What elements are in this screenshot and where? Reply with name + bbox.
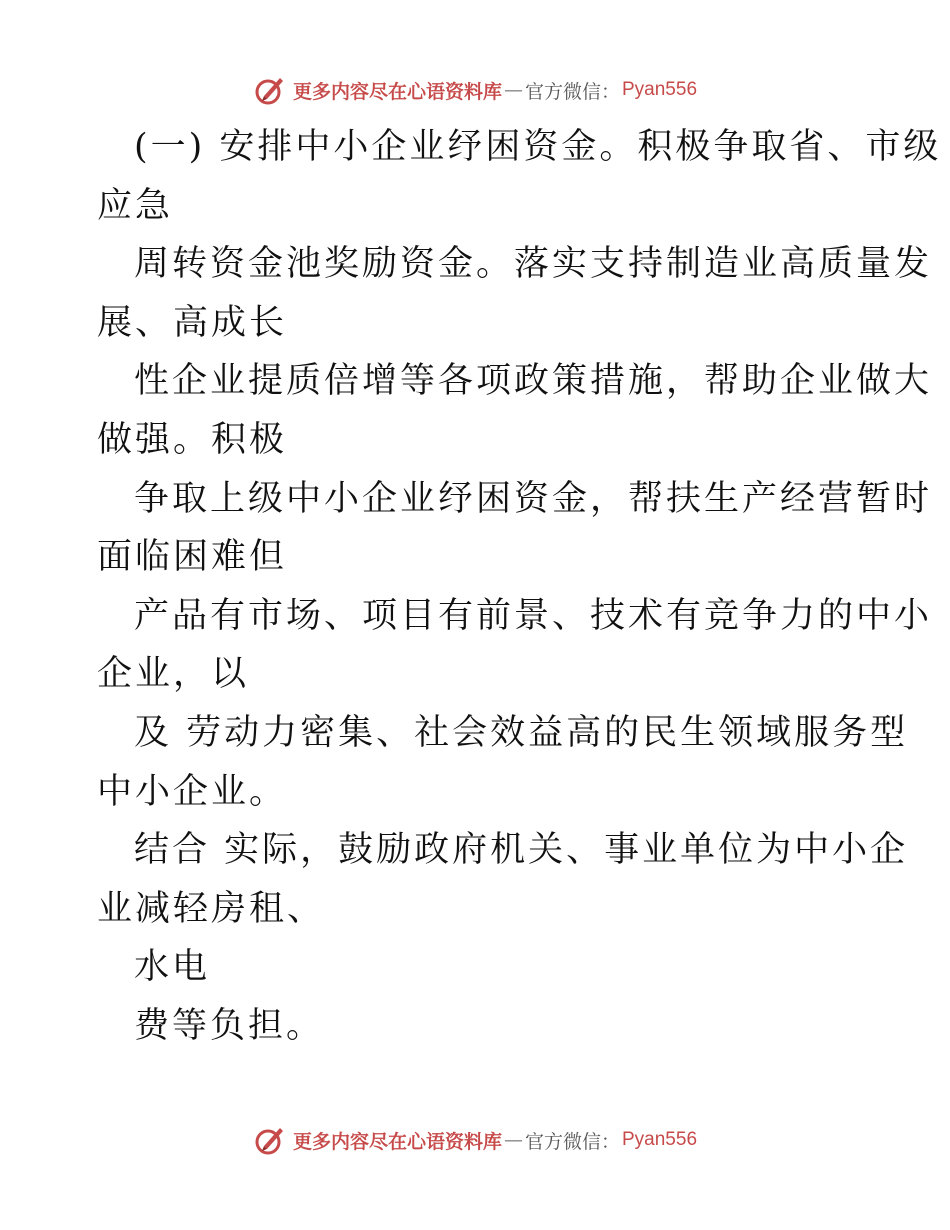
body-line: (一) 安排中小企业纾困资金。积极争取省、市级 [134,127,942,167]
body-line: 产品有市场、项目有前景、技术有竞争力的中小 [134,595,933,636]
document-body [97,118,942,1056]
body-line: 应急 [97,185,174,226]
body-line: 面临困难但 [97,537,288,578]
body-line: 争取上级中小企业纾困资金，帮扶生产经营暂时 [134,478,933,519]
banner-main-text: 更多内容尽在心语资料库 [292,1130,502,1153]
body-line: 周转资金池奖励资金。落实支持制造业高质量发 [134,244,933,285]
banner-main-text: 更多内容尽在心语资料库 [292,80,502,103]
body-line: 结合 实际，鼓励政府机关、事业单位为中小企 [134,830,909,871]
body-line: 企业，以 [97,654,250,695]
header-banner [0,70,950,110]
body-line: 及 劳动力密集、社会效益高的民生领域服务型 [134,712,909,753]
body-line: 业减轻房租、 [97,888,326,929]
banner-wechat-id: Pyan556 [622,79,698,100]
footer-banner [0,1120,950,1160]
banner-dash: — [503,1129,523,1151]
banner-wechat-label: 官方微信： [524,80,620,103]
quill-pen-logo-icon [253,1123,287,1157]
body-line: 中小企业。 [97,771,288,812]
body-line: 展、高成长 [97,302,288,343]
quill-pen-logo-icon [253,73,287,107]
banner-wechat-id: Pyan556 [622,1129,698,1150]
body-line: 做强。积极 [97,419,288,460]
body-line: 费等负担。 [134,1005,325,1046]
body-line: 水电 [134,947,211,988]
banner-wechat-label: 官方微信： [524,1130,620,1153]
body-line: 性企业提质倍增等各项政策措施，帮助企业做大 [134,361,933,402]
banner-dash: — [503,79,523,101]
